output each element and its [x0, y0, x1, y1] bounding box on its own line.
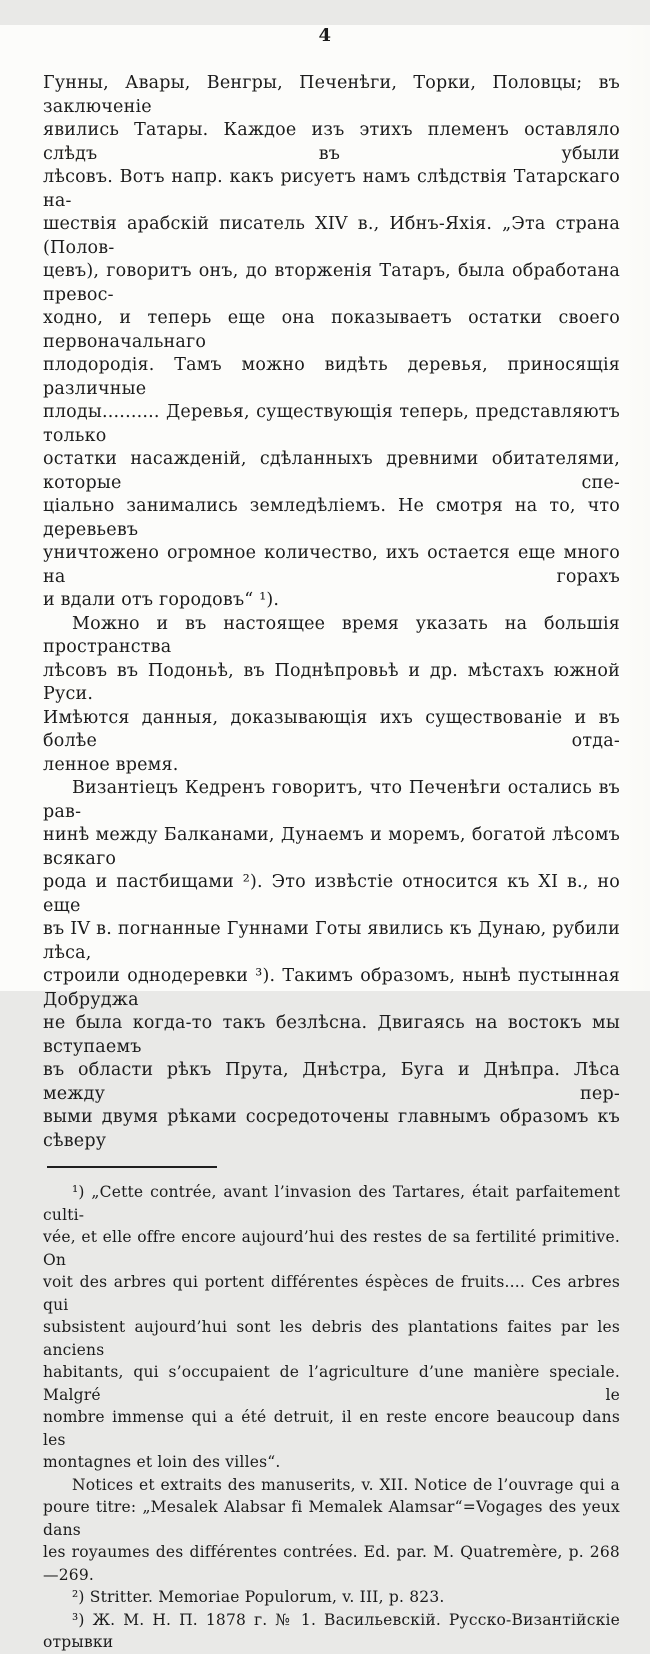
- main-text-line: въ IV в. погнанные Гуннами Готы явились къ Дунаю, рубили лѣса,: [43, 919, 620, 963]
- main-text-line: Гунны, Авары, Венгры, Печенѣги, Торки, Половцы; въ заключеніе: [43, 73, 620, 117]
- main-text-line: выми двумя рѣками сосредоточены главнымъ образомъ къ сѣверу: [43, 1107, 620, 1151]
- footnote-line: Notices et extraits des manuserits, v. XII. Notice de l’ouvrage qui a: [72, 1475, 620, 1494]
- main-text-line: рода и пастбищами ²). Это извѣстіе относится къ XI в., но еще: [43, 872, 620, 916]
- main-text-line: строили однодеревки ³). Такимъ образомъ, нынѣ пустынная Добруджа: [43, 966, 620, 1010]
- main-text-line: Византіецъ Кедренъ говоритъ, что Печенѣги остались въ рав-: [43, 778, 620, 822]
- main-text-line: плоды.......... Деревья, существующія теперь, представляютъ только: [43, 402, 620, 446]
- main-text-line: Можно и въ настоящее время указать на большія пространства: [43, 613, 620, 657]
- main-text-line: цевъ), говоритъ онъ, до вторженія Татаръ, была обработана превос-: [43, 261, 620, 305]
- footnote-line: ²) Stritter. Memoriae Populorum, v. III, p. 823.: [72, 1588, 445, 1606]
- footnote-line: ¹) „Cette contrée, avant l’invasion des Tartares, était parfaitement culti-: [43, 1183, 620, 1224]
- main-text-line: плодородія. Тамъ можно видѣть деревья, приносящія различные: [43, 355, 620, 399]
- main-text-line: остатки насажденій, сдѣланныхъ древними обитателями, которые спе-: [43, 449, 620, 493]
- footnote-line: ³) Ж. М. Н. П. 1878 г. № 1. Васильевскій. Русско-Византійскіе отрывки: [43, 1610, 620, 1651]
- footnotes: [43, 1181, 620, 1654]
- footnote-line: montagnes et loin des villes“.: [43, 1453, 281, 1471]
- book-page: [0, 25, 650, 1651]
- main-text-line: въ области рѣкъ Прута, Днѣстра, Буга и Днѣпра. Лѣса между пер-: [43, 1060, 620, 1104]
- main-text-line: уничтожено огромное количество, ихъ остается еще много на горахъ: [43, 543, 620, 587]
- main-text-line: нинѣ между Балканами, Дунаемъ и моремъ, богатой лѣсомъ всякаго: [43, 825, 620, 869]
- main-text-line: ходно, и теперь еще она показываетъ остатки своего первоначальнаго: [43, 308, 620, 352]
- footnote-line: vée, et elle offre encore aujourd’hui des restes de sa fertilité primitive. On: [43, 1228, 620, 1269]
- main-text-line: лѣсовъ въ Подоньѣ, въ Поднѣпровьѣ и др. мѣстахъ южной Руси.: [43, 660, 620, 704]
- footnote-line: habitants, qui s’occupaient de l’agriculture d’une manière speciale. Malgré le: [43, 1363, 620, 1404]
- footnote-line: voit des arbres qui portent différentes éspèces de fruits.... Ces arbres qui: [43, 1273, 620, 1314]
- main-text-line: шествія арабскій писатель XIV в., Ибнъ-Яхія. „Эта страна (Полов-: [43, 214, 620, 258]
- main-text-line: лѣсовъ. Вотъ напр. какъ рисуетъ намъ слѣдствія Татарскаго на-: [43, 167, 620, 211]
- main-text-line: Имѣются данныя, доказывающія ихъ существованіе и въ болѣе отда-: [43, 707, 620, 751]
- footnote-line: subsistent aujourd’hui sont les debris des plantations faites par les anciens: [43, 1318, 620, 1359]
- footnote-separator-rule: [47, 1166, 217, 1168]
- main-text-line: не была когда-то такъ безлѣсна. Двигаясь на востокъ мы вступаемъ: [43, 1013, 620, 1057]
- main-text-line: ленное время.: [43, 754, 179, 775]
- main-text-line: явились Татары. Каждое изъ этихъ племенъ оставляло слѣдъ въ убыли: [43, 120, 620, 164]
- main-text-line: ціально занимались земледѣліемъ. Не смотря на то, что деревьевъ: [43, 496, 620, 540]
- footnote-line: poure titre: „Mesalek Alabsar fi Memalek Alamsar“=Vogages des yeux dans: [43, 1498, 620, 1539]
- main-text: [43, 72, 620, 1654]
- main-text-line: и вдали отъ городовъ“ ¹).: [43, 590, 280, 610]
- page-number: 4: [318, 25, 332, 46]
- scan-edge-fade: [620, 25, 650, 991]
- footnote-line: les royaumes des différentes contrées. Ed. par. M. Quatremère, p. 268—269.: [43, 1543, 620, 1584]
- footnote-line: nombre immense qui a été detruit, il en reste encore beaucoup dans les: [43, 1408, 620, 1449]
